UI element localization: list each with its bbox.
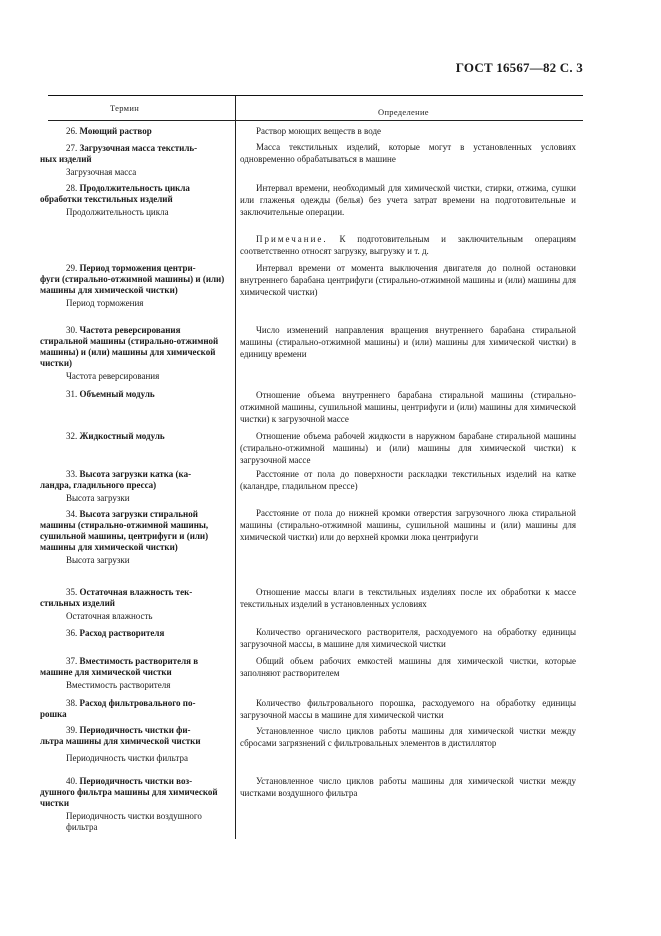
term-34: 34. Высота загрузки стиральной машины (стирально-отжимной машины, сушильной машины, центрифуги и (или) машины для химической чистки) Высота загрузки: [40, 509, 209, 565]
term-39: 39. Периодичность чистки фи- льтра машины для химической чистки Периодичность чистки фильтра: [40, 725, 201, 763]
definition-32: Отношение объема рабочей жидкости в наружном барабане стиральной машины (стирально-отжимной машины) и (или) машины для химической чистки) к загрузочной массе: [240, 431, 576, 465]
definition-33: Расстояние от пола до поверхности раскладки текстильных изделий на катке (каландре, гладильном прессе): [240, 469, 576, 491]
page-header: ГОСТ 16567—82 С. 3: [455, 60, 583, 75]
definition-27: Масса текстильных изделий, которые могут в установленных условиях одновременно обрабатываться в машине: [240, 142, 576, 164]
definition-39: Установленное число циклов работы машины для химической чистки между сбросами загрязнений с фильтровальных элементов в дистиллятор: [240, 726, 576, 748]
term-28: 28. Продолжительность цикла обработки текстильных изделий Продолжительность цикла: [40, 183, 190, 217]
column-header-term: Термин: [110, 103, 140, 113]
header-bottom-rule: [48, 120, 583, 121]
term-35: 35. Остаточная влажность тек- стильных изделий Остаточная влажность: [40, 587, 193, 621]
definition-28: Интервал времени, необходимый для химической чистки, стирки, отжима, сушки или глаженья одежды (белья) без учета затрат времени на подготовительные и заключительные операции.: [240, 183, 576, 217]
term-38: 38. Расход фильтровального по- рошка: [40, 698, 196, 719]
definition-29: Интервал времени от момента выключения двигателя до полной остановки внутреннего барабана центрифуги (стирально-отжимной машины и (или) машины для химической чистки): [240, 263, 576, 297]
definition-38: Количество фильтровального порошка, расходуемого на обработку единицы загрузочной массы в машине для химической чистки: [240, 698, 576, 720]
table-top-rule: [48, 95, 583, 96]
note: Примечание. К подготовительным и заключительным операциям соответственно относят загрузку, выгрузку и т. д.: [240, 234, 576, 256]
term-36: 36. Расход растворителя: [66, 628, 165, 638]
definition-26: Раствор моющих веществ в воде: [256, 126, 382, 136]
definition-34: Расстояние от пола до нижней кромки отверстия загрузочного люка стиральной машины (стирально-отжимной машины, сушильной машины и (или) машины для химической чистки) или до верхней кромки люка центрифуги: [240, 508, 576, 542]
term-40: 40. Периодичность чистки воз- душного фильтра машины для химической чистки Периодичность чистки воздушного фильтра: [40, 776, 218, 832]
term-29: 29. Период торможения центри- фуги (стирально-отжимной машины) и (или) машины для химической чистки) Период торможения: [40, 263, 225, 308]
term-32: 32. Жидкостный модуль: [66, 431, 165, 441]
term-26: 26. Моющий раствор: [66, 126, 152, 136]
term-37: 37. Вместимость растворителя в машине для химической чистки Вместимость растворителя: [40, 656, 199, 690]
term-30: 30. Частота реверсирования стиральной машины (стирально-отжимной машины) и (или) машины для химической чистки) Частота реверсирования: [40, 325, 219, 381]
note-label: Примечание.: [256, 234, 328, 244]
definition-30: Число изменений направления вращения внутреннего барабана стиральной машины (стирально-отжимной машины) и (или) машины для химической чистки) в единицу времени: [240, 325, 576, 359]
definition-35: Отношение массы влаги в текстильных изделиях после их обработки к массе текстильных изделий в установленных условиях: [240, 587, 576, 609]
definition-40: Установленное число циклов работы машины для химической чистки между чистками воздушного фильтра: [240, 776, 576, 798]
definition-31: Отношение объема внутреннего барабана стиральной машины (стирально-отжимной машины, сушильной машины, центрифуги и (или) машины для химической чистки) к загрузочной массе: [240, 390, 576, 424]
column-header-definition: Определение: [378, 107, 429, 117]
definition-37: Общий объем рабочих емкостей машины для химической чистки, которые заполняют растворителем: [240, 656, 576, 678]
term-27: 27. Загрузочная масса текстиль- ных изделий Загрузочная масса: [40, 143, 198, 177]
term-31: 31. Объемный модуль: [66, 389, 155, 399]
definition-36: Количество органического растворителя, расходуемого на обработку единицы загрузочной массы, в машине для химической чистки: [240, 627, 576, 649]
term-33: 33. Высота загрузки катка (ка- ландра, гладильного прессa) Высота загрузки: [40, 469, 192, 503]
column-divider: [235, 96, 236, 839]
